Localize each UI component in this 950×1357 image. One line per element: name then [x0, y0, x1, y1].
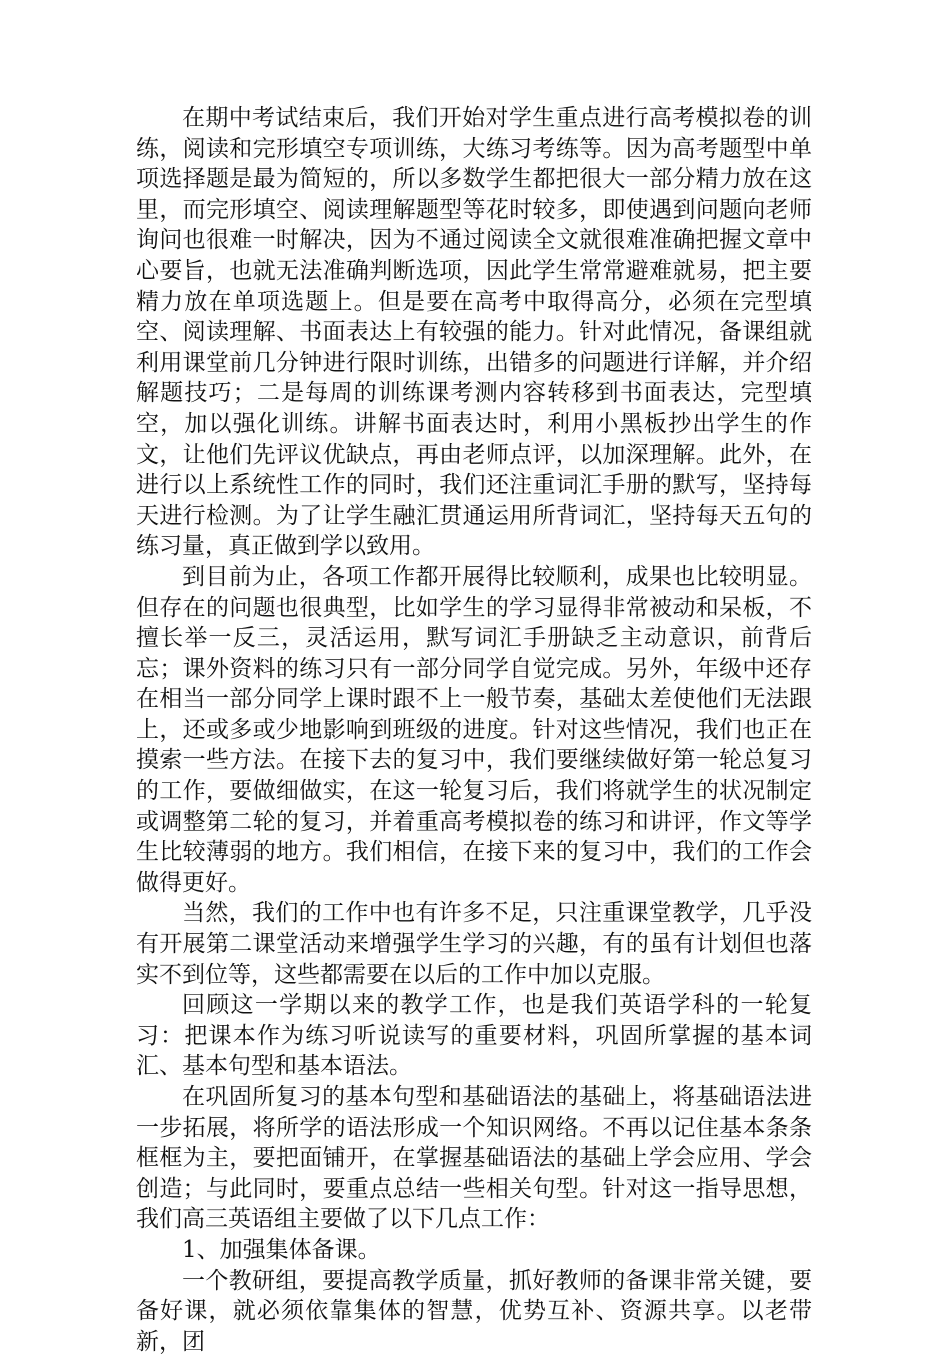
paragraph-heading-collective-prep: 1、加强集体备课。	[182, 1236, 381, 1263]
paragraph-collective-prep: 一个教研组，要提高教学质量，抓好教师的备课非常关键，要备好课，就必须依靠集体的智慧，优势互补、资源共享。以老带新，团	[136, 1267, 812, 1355]
paragraph-progress-and-problems: 到目前为止，各项工作都开展得比较顺利，成果也比较明显。但存在的问题也很典型，比如学生的学习显得非常被动和呆板，不擅长举一反三，灵活运用，默写词汇手册缺乏主动意识，前背后忘；课外资料的练习只有一部分同学自觉完成。另外，年级中还存在相当一部分同学上课时跟不上一般节奏，基础太差使他们无法跟上，还或多或少地影响到班级的进度。针对这些情况，我们也正在摸索一些方法。在接下去的复习中，我们要继续做好第一轮总复习的工作，要做细做实，在这一轮复习后，我们将就学生的状况制定或调整第二轮的复习，并着重高考模拟卷的练习和讲评，作文等学生比较薄弱的地方。我们相信，在接下来的复习中，我们的工作会做得更好。	[136, 563, 812, 896]
paragraph-grammar-network: 在巩固所复习的基本句型和基础语法的基础上，将基础语法进一步拓展，将所学的语法形成一个知识网络。不再以记住基本条条框框为主，要把面铺开，在掌握基础语法的基础上学会应用、学会创造；与此同时，要重点总结一些相关句型。针对这一指导思想，我们高三英语组主要做了以下几点工作：	[136, 1084, 812, 1233]
paragraph-review-semester: 回顾这一学期以来的教学工作，也是我们英语学科的一轮复习：把课本作为练习听说读写的重要材料，巩固所掌握的基本词汇、基本句型和基本语法。	[136, 992, 812, 1080]
paragraph-shortcomings: 当然，我们的工作中也有许多不足，只注重课堂教学，几乎没有开展第二课堂活动来增强学生学习的兴趣，有的虽有计划但也落实不到位等，这些都需要在以后的工作中加以克服。	[136, 900, 812, 988]
paragraph-mock-exam-training: 在期中考试结束后，我们开始对学生重点进行高考模拟卷的训练，阅读和完形填空专项训练，大练习考练等。因为高考题型中单项选择题是最为简短的，所以多数学生都把很大一部分精力放在这里，而完形填空、阅读理解题型等花时较多，即使遇到问题向老师询问也很难一时解决，因为不通过阅读全文就很难准确把握文章中心要旨，也就无法准确判断选项，因此学生常常避难就易，把主要精力放在单项选题上。但是要在高考中取得高分，必须在完型填空、阅读理解、书面表达上有较强的能力。针对此情况，备课组就利用课堂前几分钟进行限时训练，出错多的问题进行详解，并介绍解题技巧；二是每周的训练课考测内容转移到书面表达，完型填空，加以强化训练。讲解书面表达时，利用小黑板抄出学生的作文，让他们先评议优缺点，再由老师点评，以加深理解。此外，在进行以上系统性工作的同时，我们还注重词汇手册的默写，坚持每天进行检测。为了让学生融汇贯通运用所背词汇，坚持每天五句的练习量，真正做到学以致用。	[136, 105, 812, 560]
document-body	[136, 103, 812, 1357]
